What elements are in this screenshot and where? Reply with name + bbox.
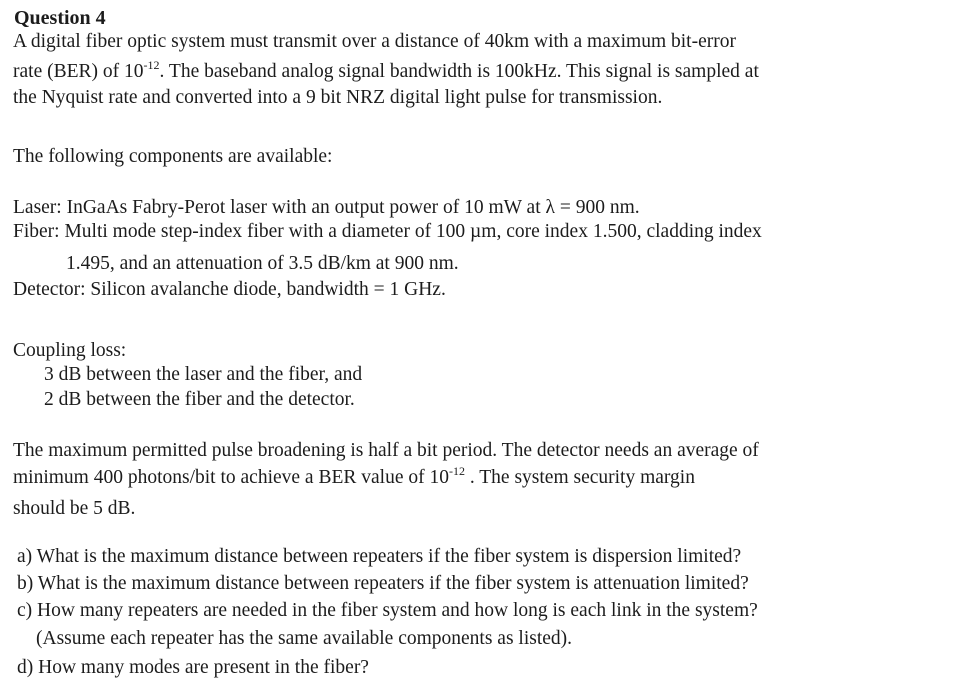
coupling-item-2: 2 dB between the fiber and the detector. <box>44 389 355 410</box>
constraints-line-2-start: minimum 400 photons/bit to achieve a BER value of 10 <box>13 467 449 488</box>
ber-exponent-2: -12 <box>448 464 465 478</box>
component-fiber-line-1: Fiber: Multi mode step-index fiber with a diameter of 100 µm, core index 1.500, cladding index <box>13 221 762 242</box>
intro-line-2-start: rate (BER) of 10 <box>13 61 144 82</box>
constraints-line-3: should be 5 dB. <box>13 498 136 519</box>
constraints-line-2-end: . The system security margin <box>464 467 695 488</box>
intro-line-3: the Nyquist rate and converted into a 9 bit NRZ digital light pulse for transmission. <box>13 87 663 108</box>
question-c-line-2: (Assume each repeater has the same available components as listed). <box>36 628 573 649</box>
intro-line-2-end: . The baseband analog signal bandwidth is 100kHz. This signal is sampled at <box>159 61 759 82</box>
coupling-heading: Coupling loss: <box>13 340 127 361</box>
question-d: d) How many modes are present in the fiber? <box>17 657 369 678</box>
components-heading: The following components are available: <box>13 146 333 167</box>
coupling-item-1: 3 dB between the laser and the fiber, and <box>44 364 363 385</box>
question-title: Question 4 <box>14 7 106 29</box>
ber-exponent: -12 <box>143 58 160 72</box>
question-c-line-1: c) How many repeaters are needed in the fiber system and how long is each link in the system? <box>17 600 758 621</box>
intro-line-2 <box>13 60 759 84</box>
constraints-line-1: The maximum permitted pulse broadening is half a bit period. The detector needs an average of <box>13 440 759 461</box>
constraints-line-2 <box>13 466 695 490</box>
intro-line-1: A digital fiber optic system must transmit over a distance of 40km with a maximum bit-error <box>13 31 736 52</box>
component-laser: Laser: InGaAs Fabry-Perot laser with an output power of 10 mW at λ = 900 nm. <box>13 197 640 218</box>
question-a: a) What is the maximum distance between repeaters if the fiber system is dispersion limited? <box>17 546 742 567</box>
component-detector: Detector: Silicon avalanche diode, bandwidth = 1 GHz. <box>13 279 446 300</box>
component-fiber-line-2: 1.495, and an attenuation of 3.5 dB/km at 900 nm. <box>66 253 459 274</box>
question-b: b) What is the maximum distance between repeaters if the fiber system is attenuation limited? <box>17 573 749 594</box>
